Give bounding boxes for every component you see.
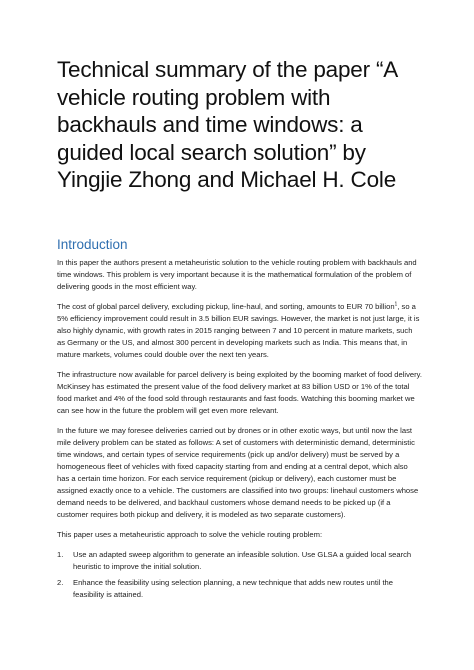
footnote-marker: 1 [394, 300, 398, 307]
list-item [57, 549, 422, 573]
section-heading-introduction: Introduction [57, 236, 128, 252]
paragraph-2 [57, 301, 422, 361]
list-item [57, 577, 422, 601]
paragraph-2-rest: , so a 5% efficiency improvement could result in 3.5 billion EUR savings. However, the market is not just large, it is also highly dynamic, with growth rates in 2015 ranging between 7 and 10 percent in mature markets, such as Germany or the US, and almost 300 percent in developing markets such as India. This means that, in mature markets, volumes could double over the next ten years. [57, 301, 420, 359]
paragraph-4: In the future we may foresee deliveries carried out by drones or in other exotic ways, but until now the last mile delivery problem can be stated as follows: A set of customers with deterministic demand, deterministic time windows, and certain types of service requirements (pick up and/or delivery) must be served by a homogeneous fleet of vehicles with fixed capacity starting from and ending at a central depot, which also has a certain time horizon. For each service requirement (pickup or delivery), each customer must be assigned exactly once to a vehicle. The customers are classified into two groups: linehaul customers whose demand needs to be delivered, and backhaul customers whose demand needs to be picked up (if a customer requires both pickup and delivery, it is modeled as two separate customers). [57, 425, 419, 519]
list-item-number: 2. [57, 577, 64, 587]
list-item-text: Enhance the feasibility using selection planning, a new technique that adds new routes until the feasibility is attained. [73, 577, 393, 599]
steps-list [57, 549, 422, 601]
paragraph-5: This paper uses a metaheuristic approach to solve the vehicle routing problem: [57, 529, 323, 539]
list-item-number: 1. [57, 549, 64, 559]
paragraph-3: The infrastructure now available for parcel delivery is being exploited by the booming market of food delivery. McKinsey has estimated the present value of the food delivery market at 83 billion USD or 1% of the total food market and 4% of the food sold through restaurants and fast foods. Watching this booming market we can see how in the future the problem will get even more relevant. [57, 369, 422, 415]
list-item-text: Use an adapted sweep algorithm to generate an infeasible solution. Use GLSA a guided local search heuristic to improve the initial solution. [73, 549, 412, 571]
document-title: Technical summary of the paper “A vehicle routing problem with backhauls and time windows: a guided local search solution” by Yingjie Zhong and Michael H. Cole [57, 57, 397, 192]
paragraph-1: In this paper the authors present a metaheuristic solution to the vehicle routing problem with backhauls and time windows. This problem is very important because it is the mathematical formulation of the problem of delivering goods in the most efficient way. [57, 257, 417, 291]
paragraph-2-start: The cost of global parcel delivery, excluding pickup, line-haul, and sorting, amounts to EUR 70 billion [57, 301, 395, 311]
